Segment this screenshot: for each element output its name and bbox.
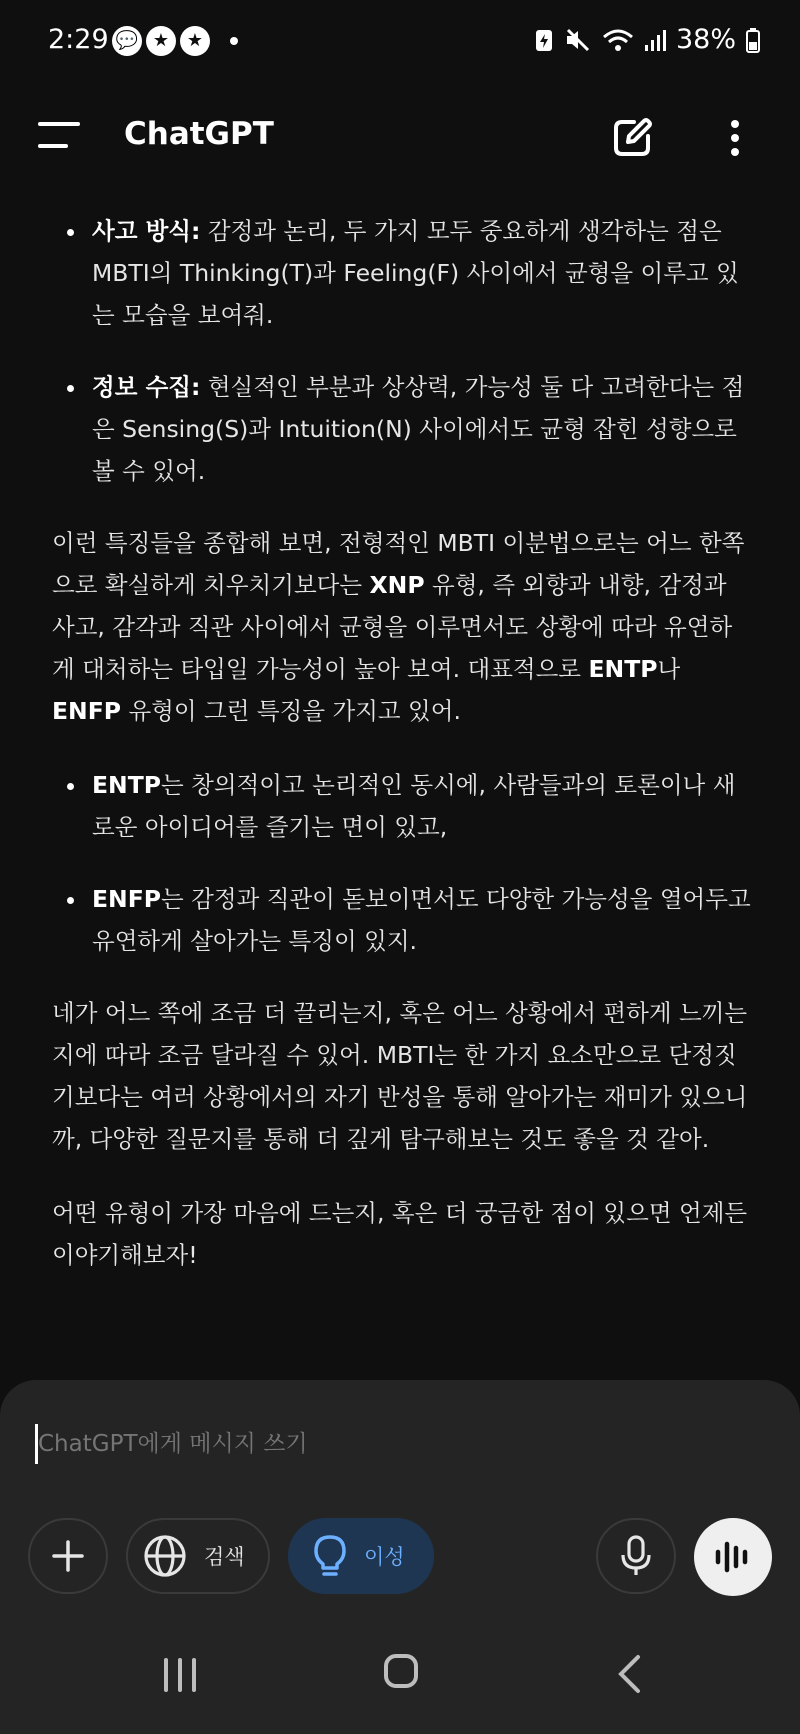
bullet-list-mid xyxy=(52,764,752,962)
more-options-button[interactable] xyxy=(720,114,750,162)
text-caret xyxy=(35,1424,38,1464)
paragraph-bold: ENFP xyxy=(52,697,121,725)
system-icons xyxy=(534,24,760,55)
back-button[interactable] xyxy=(614,1654,644,1694)
edit-icon xyxy=(608,114,656,162)
list-item-term: 사고 방식: xyxy=(92,217,201,245)
status-time: 2:29 xyxy=(48,24,109,55)
status-bar xyxy=(0,0,800,84)
paragraph-text: 이런 특징들을 종합해 보면, 전형적인 MBTI 이분법으로는 어느 한쪽으로 확실하게 치우치기보다는 xyxy=(52,529,745,599)
list-item xyxy=(88,764,752,848)
more-vert-icon xyxy=(731,120,739,128)
mute-icon xyxy=(564,27,592,53)
list-item-text: 현실적인 부분과 상상력, 가능성 둘 다 고려한다는 점은 Sensing(S)과 Intuition(N) 사이에서도 균형 잡힌 성향으로 볼 수 있어. xyxy=(92,373,745,485)
paragraph: 네가 어느 쪽에 조금 더 끌리는지, 혹은 어느 상황에서 편하게 느끼는지에 따라 조금 달라질 수 있어. MBTI는 한 가지 요소만으로 단정짓기보다는 여러 상황에서의 자기 반성을 통해 알아가는 재미가 있으니까, 다양한 질문지를 통해 더 깊게 탐구해보는 것도 좋을 것 같아. xyxy=(52,999,748,1153)
list-item-text: 는 감정과 직관이 돋보이면서도 다양한 가능성을 열어두고 유연하게 살아가는 특징이 있지. xyxy=(92,885,751,955)
signal-icon xyxy=(644,27,666,53)
paragraph-bold: XNP xyxy=(369,571,425,599)
microphone-icon xyxy=(618,1534,654,1578)
recent-apps-icon-bar xyxy=(178,1658,182,1692)
app-title: ChatGPT xyxy=(124,116,274,152)
new-chat-button[interactable] xyxy=(608,114,656,162)
star-badge-icon: ★ xyxy=(180,26,210,56)
dictation-button[interactable] xyxy=(596,1518,676,1594)
list-item-text: 는 창의적이고 논리적인 동시에, 사람들과의 토론이나 새로운 아이디어를 즐기는 면이 있고, xyxy=(92,771,736,841)
system-nav-bar xyxy=(0,1620,800,1734)
battery-saver-icon xyxy=(534,27,554,53)
reason-label: 이성 xyxy=(364,1545,405,1569)
waveform-icon xyxy=(713,1539,753,1575)
paragraph-text: 유형, 즉 외향과 내향, 감정과 사고, 감각과 직관 사이에서 균형을 이루면서도 상황에 따라 유연하게 대처하는 타입일 가능성이 높아 보여. 대표적으로 xyxy=(52,571,733,683)
battery-percent: 38% xyxy=(675,24,736,55)
globe-icon xyxy=(142,1533,188,1579)
notification-icons xyxy=(112,26,238,56)
search-button[interactable] xyxy=(126,1518,270,1594)
paragraph-text: 나 xyxy=(657,655,681,683)
app-bar xyxy=(0,96,800,176)
recent-apps-button[interactable] xyxy=(162,1658,198,1692)
more-vert-dot xyxy=(731,148,739,156)
plus-icon xyxy=(50,1538,86,1574)
paragraph: 어떤 유형이 가장 마음에 드는지, 혹은 더 궁금한 점이 있으면 언제든 이야기해보자! xyxy=(52,1199,748,1269)
paragraph xyxy=(52,522,752,732)
search-label: 검색 xyxy=(204,1545,245,1569)
star-badge-icon: ★ xyxy=(146,26,176,56)
attach-button[interactable] xyxy=(28,1518,108,1594)
wifi-icon xyxy=(602,27,634,53)
more-vert-dot xyxy=(731,134,739,142)
list-item-text: 감정과 논리, 두 가지 모두 중요하게 생각하는 점은 MBTI의 Thinking(T)과 Feeling(F) 사이에서 균형을 이루고 있는 모습을 보여줘. xyxy=(92,217,739,329)
recent-apps-icon-bar xyxy=(192,1658,196,1692)
chat-bubble-icon: 💬 xyxy=(112,26,142,56)
list-item xyxy=(88,878,752,962)
back-chevron-icon xyxy=(614,1654,644,1694)
list-item xyxy=(88,366,752,492)
list-item-term: ENTP xyxy=(92,771,161,799)
bullet-list-top xyxy=(52,210,752,492)
list-item-term: 정보 수집: xyxy=(92,373,201,401)
list-item xyxy=(88,210,752,336)
lightbulb-icon xyxy=(310,1533,350,1579)
paragraph-text: 유형이 그런 특징을 가지고 있어. xyxy=(121,697,461,725)
recent-apps-icon xyxy=(164,1658,168,1692)
assistant-message xyxy=(52,210,752,1308)
reason-button[interactable] xyxy=(288,1518,434,1594)
message-input[interactable] xyxy=(36,1418,760,1470)
menu-icon xyxy=(38,122,80,126)
voice-mode-button[interactable] xyxy=(694,1518,772,1596)
home-button[interactable] xyxy=(384,1654,418,1688)
paragraph-bold: ENTP xyxy=(588,655,658,683)
menu-icon-line xyxy=(38,144,68,148)
battery-icon xyxy=(746,27,760,53)
menu-button[interactable] xyxy=(38,122,84,152)
more-notifications-dot-icon xyxy=(230,37,238,45)
list-item-term: ENFP xyxy=(92,885,161,913)
